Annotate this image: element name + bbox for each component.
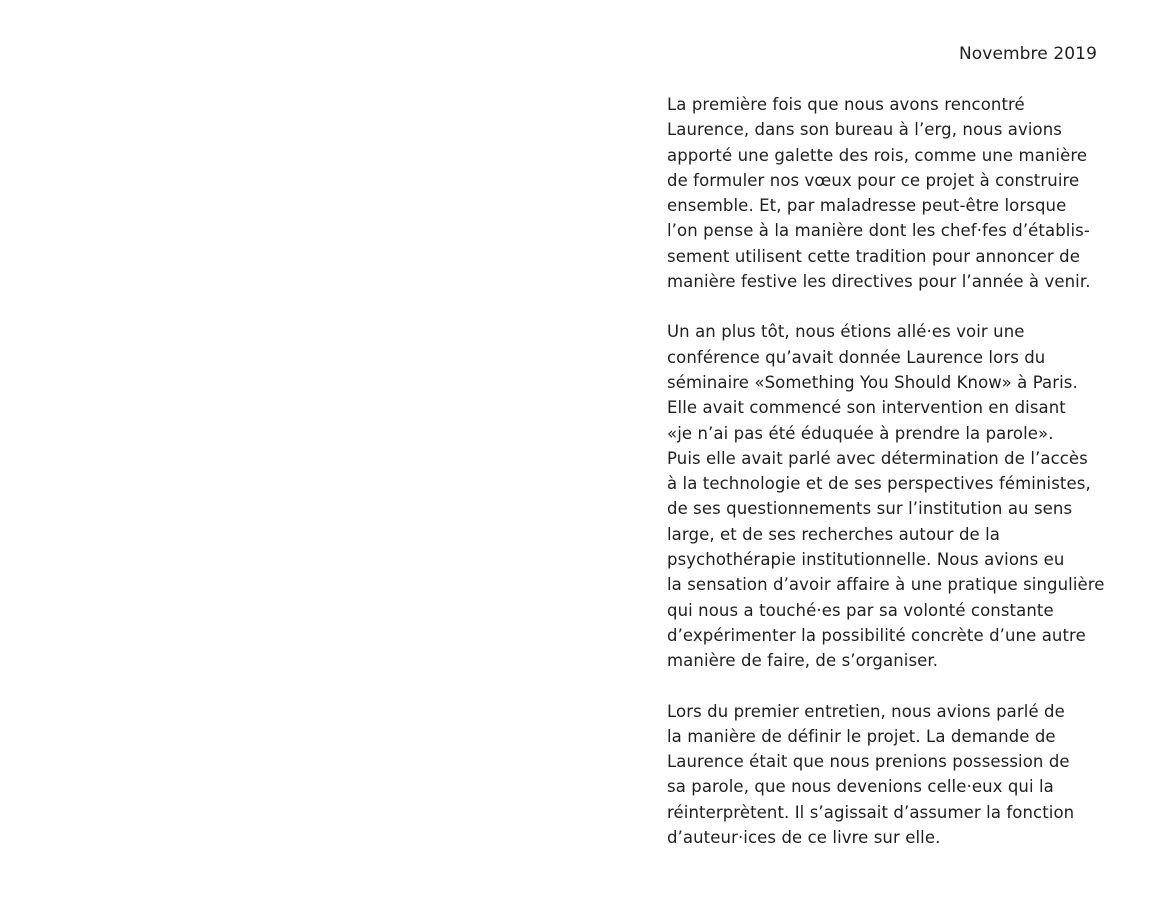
text-line: de formuler nos vœux pour ce projet à construire xyxy=(667,170,1080,190)
text-line: large, et de ses recherches autour de la xyxy=(667,524,1001,544)
text-line: sa parole, que nous devenions celle·eux qui la xyxy=(667,777,1054,797)
text-line: qui nous a touché·es par sa volonté constante xyxy=(667,600,1054,620)
text-line: la manière de définir le projet. La demande de xyxy=(667,726,1056,746)
text-line: apporté une galette des rois, comme une manière xyxy=(667,145,1088,165)
text-line: la sensation d’avoir affaire à une pratique singulière xyxy=(667,575,1105,595)
text-line: Puis elle avait parlé avec détermination de l’accès xyxy=(667,448,1088,468)
text-line: Laurence était que nous prenions possession de xyxy=(667,752,1070,772)
text-line: ensemble. Et, par maladresse peut-être lorsque xyxy=(667,196,1067,216)
text-line: conférence qu’avait donnée Laurence lors du xyxy=(667,347,1046,367)
body-text xyxy=(667,92,1107,875)
paragraph-2 xyxy=(667,319,1107,673)
left-page-blank xyxy=(0,0,584,914)
text-line: à la technologie et de ses perspectives féministes, xyxy=(667,474,1091,494)
text-line: manière de faire, de s’organiser. xyxy=(667,651,939,671)
text-line: psychothérapie institutionnelle. Nous avions eu xyxy=(667,550,1065,570)
text-line: manière festive les directives pour l’année à venir. xyxy=(667,272,1091,292)
text-line: d’auteur·ices de ce livre sur elle. xyxy=(667,828,941,848)
text-line: sement utilisent cette tradition pour annoncer de xyxy=(667,246,1080,266)
paragraph-3 xyxy=(667,699,1107,851)
text-line: réinterprètent. Il s’agissait d’assumer la fonction xyxy=(667,802,1075,822)
text-line: Lors du premier entretien, nous avions parlé de xyxy=(667,701,1065,721)
right-page xyxy=(584,0,1169,914)
text-line: Laurence, dans son bureau à l’erg, nous avions xyxy=(667,120,1062,140)
page-date: Novembre 2019 xyxy=(958,44,1097,64)
text-line: Un an plus tôt, nous étions allé·es voir une xyxy=(667,322,1025,342)
text-line: d’expérimenter la possibilité concrète d’une autre xyxy=(667,625,1086,645)
text-line: séminaire «Something You Should Know» à Paris. xyxy=(667,372,1078,392)
text-line: «je n’ai pas été éduquée à prendre la parole». xyxy=(667,423,1054,443)
text-line: Elle avait commencé son intervention en disant xyxy=(667,398,1066,418)
paragraph-1 xyxy=(667,92,1107,294)
text-line: de ses questionnements sur l’institution au sens xyxy=(667,499,1073,519)
text-line: La première fois que nous avons rencontré xyxy=(667,95,1025,114)
text-line: l’on pense à la manière dont les chef·fes d’établis- xyxy=(667,221,1090,241)
